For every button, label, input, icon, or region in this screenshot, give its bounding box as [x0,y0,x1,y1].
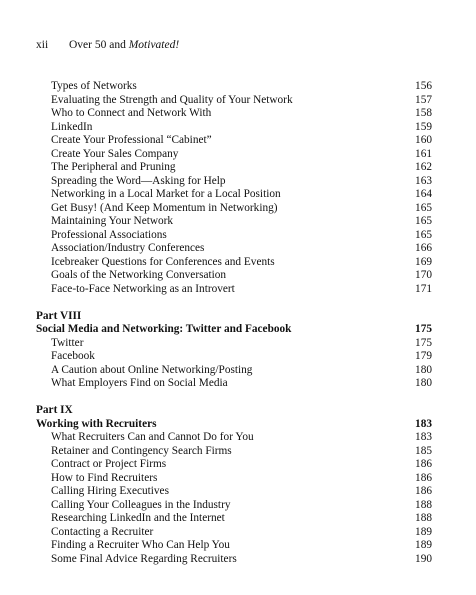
toc-entry [36,458,432,472]
toc-entry-title: Face-to-Face Networking as an Introvert [51,282,235,295]
toc-entry-title: What Recruiters Can and Cannot Do for You [51,431,254,443]
toc-entry-page: 175 [415,336,432,349]
toc-entry [36,553,432,567]
toc-entry-title: Finding a Recruiter Who Can Help You [51,539,230,551]
book-title-prefix: Over 50 and [69,39,129,51]
part-section-page: 175 [415,323,432,335]
toc-entry-title: Retainer and Contingency Search Firms [51,444,232,457]
part-section-page: 183 [415,417,432,430]
toc-entry [36,364,432,378]
toc-entry [36,472,432,486]
toc-entry [36,80,432,94]
toc-entry-title: Who to Connect and Network With [51,107,212,119]
toc-entry [36,94,432,108]
part-label-text: Part IX [36,404,73,416]
part-section-heading [36,323,432,337]
toc-entry-page: 162 [415,161,432,173]
toc-entry-page: 166 [415,242,432,254]
toc-entry-page: 186 [415,458,432,470]
toc-entry-page: 156 [415,80,432,92]
toc-entry-page: 188 [415,498,432,511]
toc-entry-page: 179 [415,350,432,362]
toc-entry [36,188,432,202]
toc-entry-title: Maintaining Your Network [51,215,174,227]
toc-entry [36,350,432,364]
running-header [36,38,179,52]
toc-entry-page: 161 [415,147,432,160]
toc-entry-page: 190 [415,552,432,565]
toc-entry [36,215,432,229]
toc-entry-page: 159 [415,120,432,133]
toc-entry-page: 189 [415,525,432,538]
toc-entry [36,242,432,256]
toc-entry-title: Researching LinkedIn and the Internet [51,512,225,524]
toc-entry-title: Facebook [51,350,95,362]
toc-part-9 [36,404,432,566]
toc-entry-title: LinkedIn [51,120,93,133]
toc-entry-page: 171 [415,282,432,295]
toc-entry-page: 170 [415,269,432,281]
toc-entry-page: 183 [415,431,432,443]
toc-entry-title: Calling Hiring Executives [51,485,169,497]
toc-entry-title: Goals of the Networking Conversation [51,269,227,281]
toc-entry [36,202,432,216]
toc-entry [36,229,432,243]
toc-entry-page: 180 [415,377,432,389]
toc-entry-title: Twitter [51,336,84,349]
toc-entry-title: Get Busy! (And Keep Momentum in Networking) [51,201,278,214]
part-section-title: Social Media and Networking: Twitter and Facebook [36,323,292,335]
toc-entry [36,107,432,121]
toc-entry-page: 160 [415,134,432,146]
toc-entry-page: 158 [415,107,432,119]
toc-entry-title: Spreading the Word—Asking for Help [51,174,226,187]
part-label-text: Part VIII [36,309,82,322]
toc-entry-title: Association/Industry Conferences [51,242,205,254]
toc-entry-title: Networking in a Local Market for a Local Position [51,188,281,200]
table-of-contents [36,80,432,566]
part-label [36,310,432,324]
toc-entry [36,161,432,175]
toc-entry [36,121,432,135]
toc-entry-title: Some Final Advice Regarding Recruiters [51,552,237,565]
toc-entry-title: Evaluating the Strength and Quality of Your Network [51,93,293,106]
toc-entry-page: 189 [415,539,432,551]
toc-entry [36,539,432,553]
toc-entry [36,337,432,351]
toc-entry-page: 164 [415,188,432,200]
toc-entry [36,431,432,445]
toc-entry-page: 157 [415,93,432,106]
toc-entry-page: 163 [415,174,432,187]
toc-entry [36,175,432,189]
toc-entry-page: 165 [415,215,432,227]
toc-entry [36,148,432,162]
toc-entry [36,499,432,513]
part-label [36,404,432,418]
toc-entry-page: 186 [415,471,432,484]
part-section-heading [36,418,432,432]
toc-block-networking [36,80,432,296]
toc-entry-title: Contract or Project Firms [51,458,167,470]
section-spacer [36,296,432,310]
toc-entry-page: 180 [415,363,432,376]
toc-entry [36,485,432,499]
toc-entry-title: The Peripheral and Pruning [51,161,176,173]
toc-entry [36,445,432,459]
section-spacer [36,391,432,405]
toc-entry [36,512,432,526]
toc-entry-title: How to Find Recruiters [51,471,158,484]
toc-entry [36,134,432,148]
toc-entry-title: Contacting a Recruiter [51,525,154,538]
toc-entry [36,256,432,270]
book-title-italic: Motivated! [128,39,180,51]
toc-part-8 [36,310,432,391]
toc-entry-title: A Caution about Online Networking/Posting [51,363,253,376]
toc-entry [36,269,432,283]
toc-entry-page: 188 [415,512,432,524]
toc-entry-title: What Employers Find on Social Media [51,377,228,389]
toc-entry-title: Professional Associations [51,228,167,241]
toc-entry-title: Calling Your Colleagues in the Industry [51,498,231,511]
toc-entry-page: 185 [415,444,432,457]
toc-entry-page: 169 [415,255,432,268]
toc-entry [36,377,432,391]
toc-entry [36,283,432,297]
page-number: xii [36,39,49,51]
toc-entry-page: 165 [415,201,432,214]
toc-entry-page: 186 [415,485,432,497]
toc-entry-title: Icebreaker Questions for Conferences and Events [51,255,275,268]
toc-entry-title: Create Your Professional “Cabinet” [51,134,212,146]
toc-entry-title: Types of Networks [51,80,137,92]
toc-entry [36,526,432,540]
part-section-title: Working with Recruiters [36,417,157,430]
toc-entry-page: 165 [415,228,432,241]
toc-entry-title: Create Your Sales Company [51,147,179,160]
book-title [69,39,179,51]
